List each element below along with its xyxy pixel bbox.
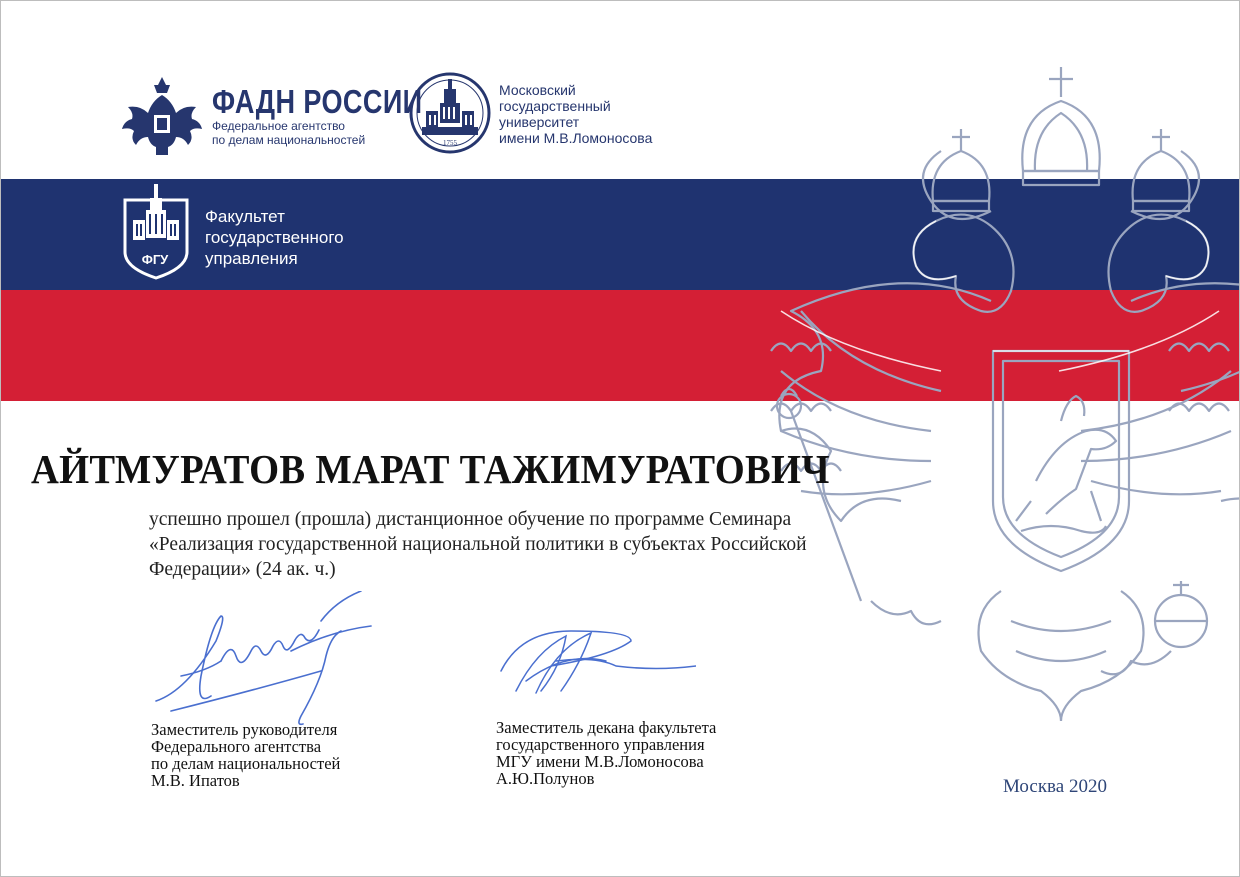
msu-building-icon bbox=[408, 69, 492, 157]
recipient-name: АЙТМУРАТОВ МАРАТ ТАЖИМУРАТОВИЧ bbox=[31, 446, 830, 492]
signature-left-icon bbox=[151, 591, 381, 726]
faculty-name: Факультет государственного управления bbox=[205, 207, 344, 268]
signatory-right: Заместитель декана факультета государственного управления МГУ имени М.В.Ломоносова А.Ю.Полунов bbox=[496, 718, 717, 788]
fadn-subtitle: Федеральное агентство по делам национальностей bbox=[212, 119, 366, 147]
fgu-logo bbox=[121, 184, 401, 279]
msu-logo bbox=[408, 69, 688, 159]
city-year: Москва 2020 bbox=[1003, 776, 1107, 797]
fadn-logo bbox=[119, 71, 423, 161]
signature-right-icon bbox=[496, 621, 696, 701]
fadn-title: ФАДН РОССИИ bbox=[212, 83, 423, 120]
eagle-emblem-icon bbox=[119, 71, 205, 161]
coat-of-arms-icon bbox=[761, 61, 1239, 721]
msu-year: 1755 bbox=[443, 139, 457, 147]
msu-name: Московский государственный университет имени М.В.Ломоносова bbox=[499, 82, 653, 146]
certificate-body: успешно прошел (прошла) дистанционное обучение по программе Семинара «Реализация государственной национальной политики в субъектах Российской Федерации» (24 ак. ч.) bbox=[149, 509, 807, 580]
signatory-left: Заместитель руководителя Федерального агентства по делам национальностей М.В. Ипатов bbox=[151, 720, 341, 790]
fgu-abbreviation: ФГУ bbox=[141, 252, 169, 267]
